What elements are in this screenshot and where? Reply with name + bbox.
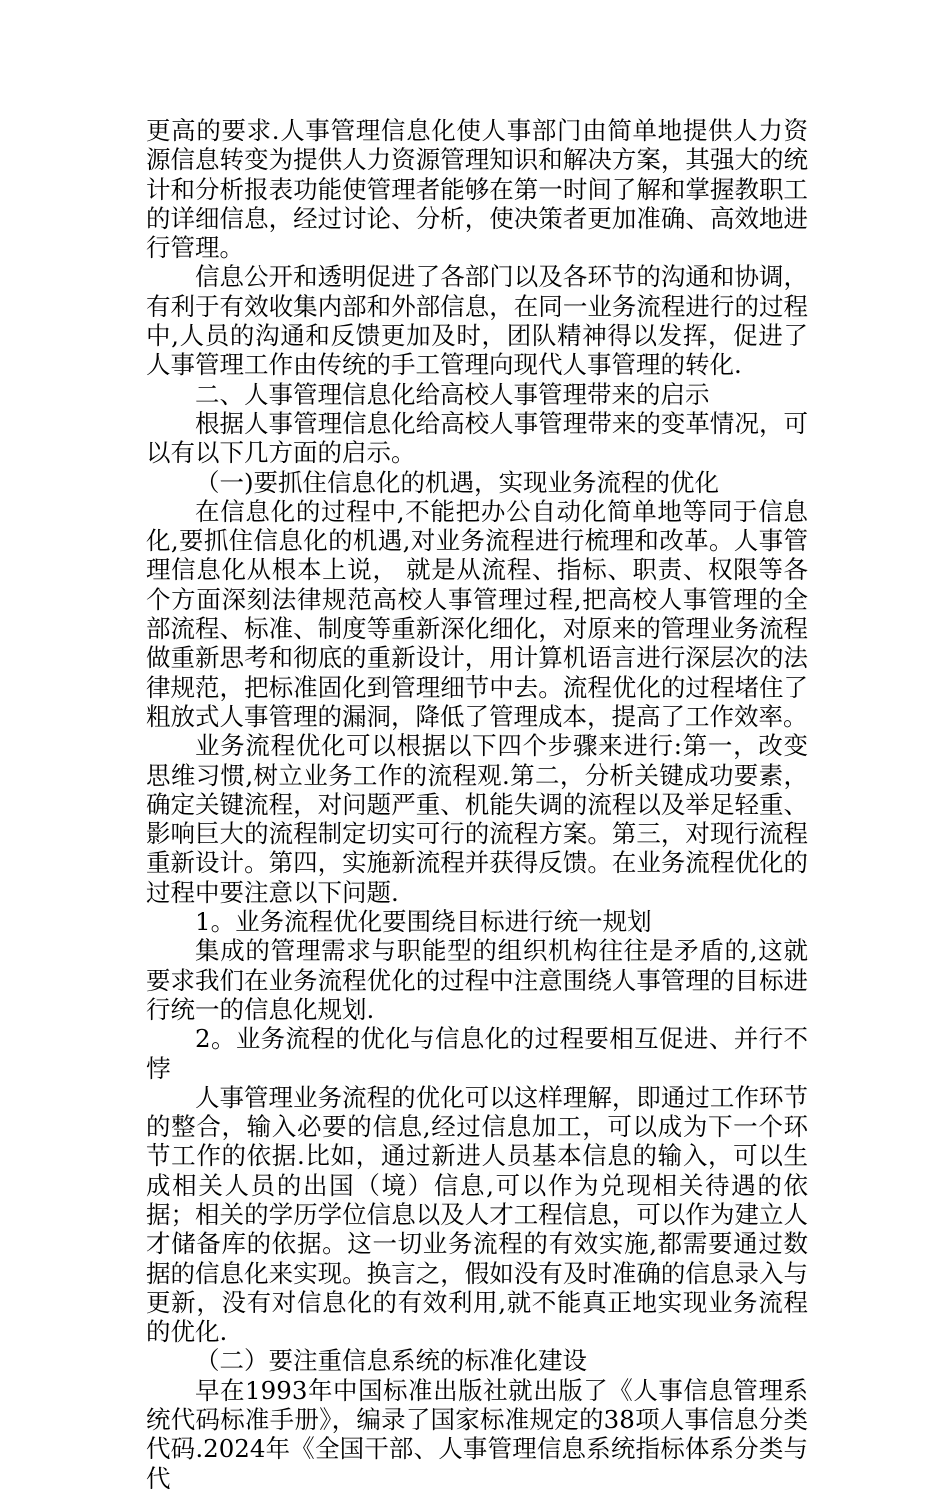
paragraph-four-steps: 业务流程优化可以根据以下四个步骤来进行:第一，改变思维习惯,树立业务工作的流程观.第二，分析关键成功要素，确定关键流程，对问题严重、机能失调的流程以及举足轻重、影响巨大的流程制定切实可行的流程方案。第三，对现行流程重新设计。第四，实施新流程并获得反馈。在业务流程优化的过程中要注意以下问题. (146, 731, 808, 907)
document-page (146, 116, 808, 1493)
paragraph-intro: 更高的要求.人事管理信息化使人事部门由简单地提供人力资源信息转变为提供人力资源管理知识和解决方案，其强大的统计和分析报表功能使管理者能够在第一时间了解和掌握教职工的详细信息，经过讨论、分析，使决策者更加准确、高效地进行管理。 (146, 116, 808, 263)
paragraph-informatization: 在信息化的过程中,不能把办公自动化简单地等同于信息化,要抓住信息化的机遇,对业务流程进行梳理和改革。人事管理信息化从根本上说， 就是从流程、指标、职责、权限等各个方面深刻法律规范高校人事管理过程,把高校人事管理的全部流程、标准、制度等重新深化细化，对原来的管理业务流程做重新思考和彻底的重新设计，用计算机语言进行深层次的法律规范，把标准固化到管理细节中去。流程优化的过程堵住了粗放式人事管理的漏洞，降低了管理成本，提高了工作效率。 (146, 496, 808, 731)
paragraph-standards-history: 早在1993年中国标准出版社就出版了《人事信息管理系统代码标准手册》，编录了国家标准规定的38项人事信息分类代码.2024年《全国干部、人事管理信息系统指标体系分类与代 (146, 1375, 808, 1493)
subheading-1: （一)要抓住信息化的机遇，实现业务流程的优化 (195, 467, 720, 497)
numbered-item-2: 2。业务流程的优化与信息化的过程要相互促进、并行不悖 (146, 1024, 808, 1083)
paragraph-integrated-needs: 集成的管理需求与职能型的组织机构往往是矛盾的,这就要求我们在业务流程优化的过程中注意围绕人事管理的目标进行统一的信息化规划. (146, 936, 808, 1024)
paragraph-revelation-intro: 根据人事管理信息化给高校人事管理带来的变革情况，可以有以下几方面的启示。 (146, 408, 808, 468)
paragraph-process-optimization: 人事管理业务流程的优化可以这样理解，即通过工作环节的整合，输入必要的信息,经过信息加工，可以成为下一个环节工作的依据.比如，通过新进人员基本信息的输入，可以生成相关人员的出国（境）信息,可以作为兑现相关待遇的依据；相关的学历学位信息以及人才工程信息，可以作为建立人才储备库的依据。这一切业务流程的有效实施,都需要通过数据的信息化来实现。换言之，假如没有及时准确的信息录入与更新，没有对信息化的有效利用,就不能真正地实现业务流程的优化. (146, 1082, 808, 1347)
numbered-item-1: 1。业务流程优化要围绕目标进行统一规划 (195, 907, 652, 937)
paragraph-transparency: 信息公开和透明促进了各部门以及各环节的沟通和协调，有利于有效收集内部和外部信息，在同一业务流程进行的过程中,人员的沟通和反馈更加及时，团队精神得以发挥，促进了人事管理工作由传统的手工管理向现代人事管理的转化. (146, 262, 808, 380)
subheading-2: （二）要注重信息系统的标准化建设 (195, 1346, 587, 1376)
section-heading-2: 二、人事管理信息化给高校人事管理带来的启示 (195, 379, 710, 409)
